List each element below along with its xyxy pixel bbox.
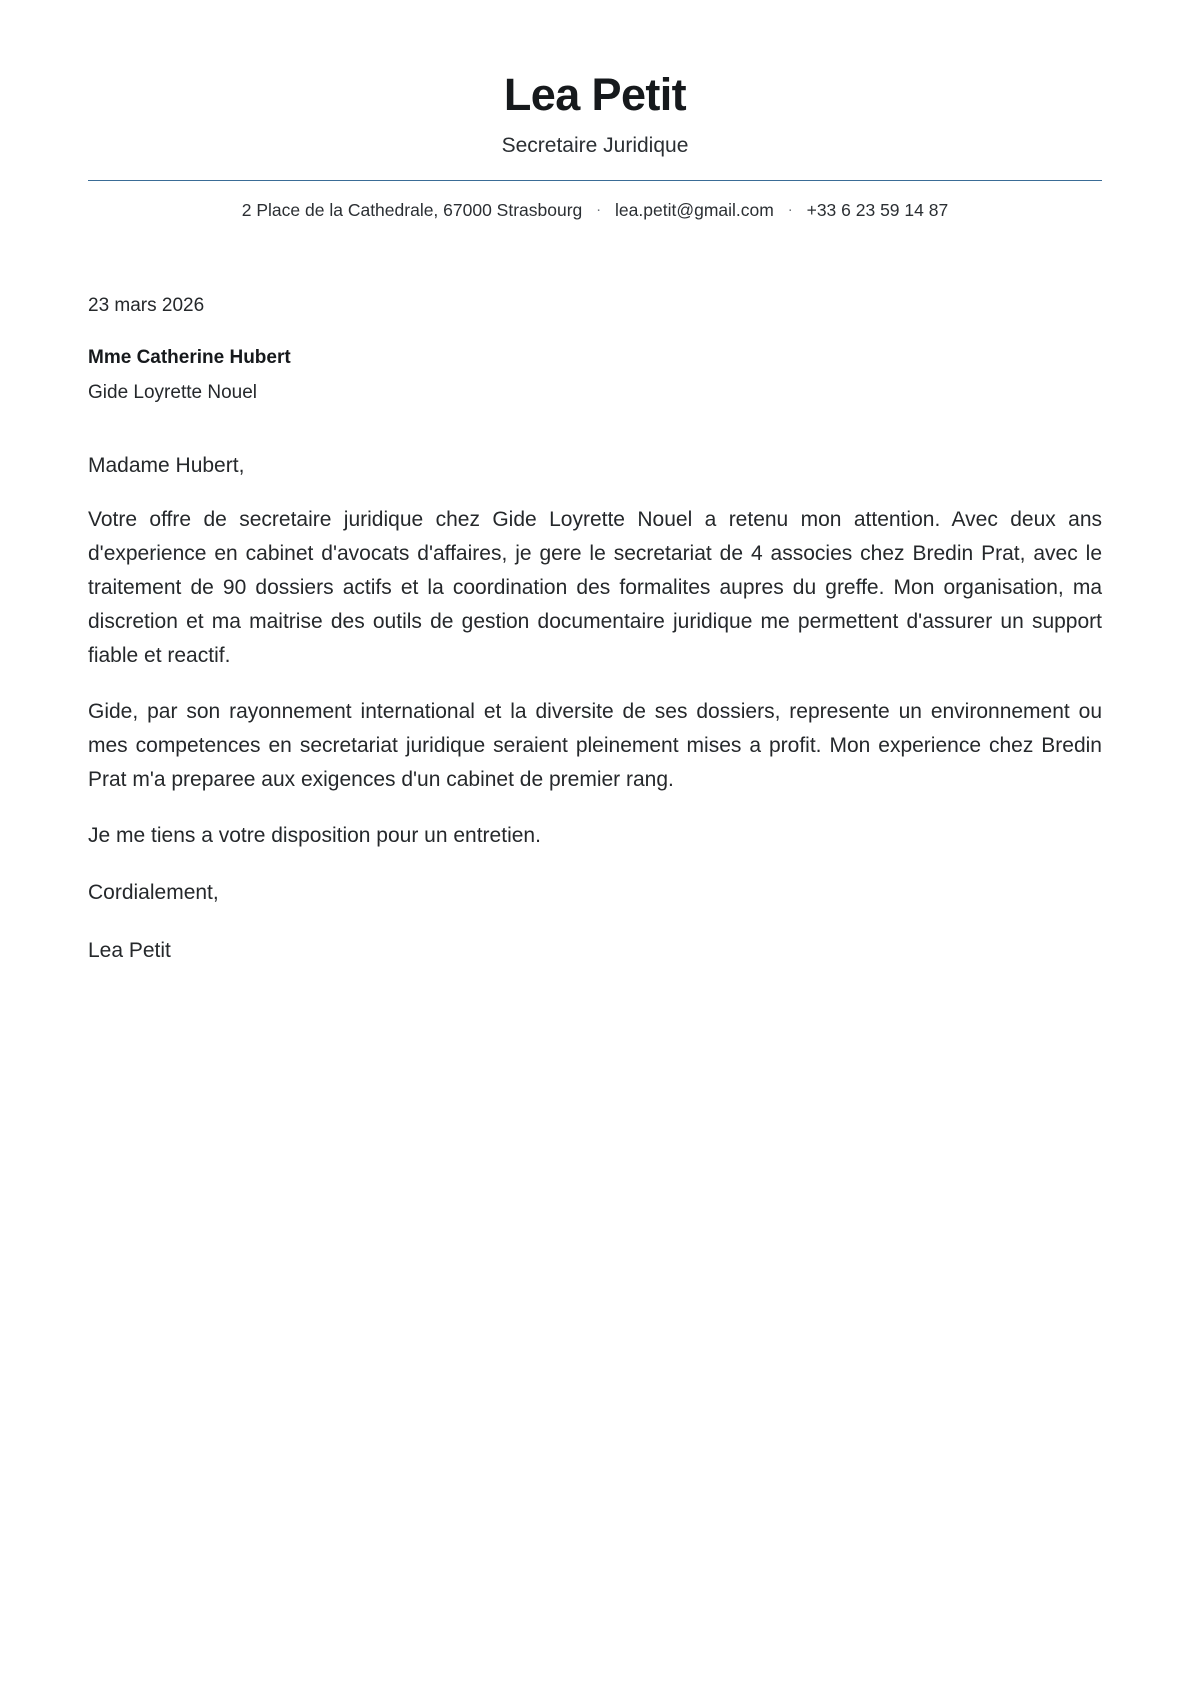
contact-separator-1: · bbox=[596, 201, 602, 219]
letter-meta bbox=[88, 293, 1102, 406]
letter-date: 23 mars 2026 bbox=[88, 294, 205, 316]
recipient-company: Gide Loyrette Nouel bbox=[88, 382, 257, 404]
body-paragraph-3: Je me tiens a votre disposition pour un entretien. bbox=[88, 824, 541, 848]
salutation: Madame Hubert, bbox=[88, 453, 245, 477]
contact-phone[interactable]: +33 6 23 59 14 87 bbox=[806, 200, 949, 221]
contact-info bbox=[88, 198, 1102, 223]
signature-name: Lea Petit bbox=[88, 938, 171, 962]
letter-body bbox=[88, 450, 1102, 967]
body-paragraph-2: Gide, par son rayonnement international et la diversite de ses dossiers, represente un environnement ou mes competences en secretariat juridique seraient pleinement mises a profit. Mon experience chez Bredin Prat m'a preparee aux exigences d'un cabinet de premier rang. bbox=[88, 700, 1102, 792]
body-paragraph-1: Votre offre de secretaire juridique chez Gide Loyrette Nouel a retenu mon attention. Avec deux ans d'experience en cabinet d'avocats d'affaires, je gere le secretariat de 4 associes chez Bredin Prat, avec le traitement de 90 dossiers actifs et la coordination des formalites aupres du greffe. Mon organisation, ma discretion et ma maitrise des outils de gestion documentaire juridique me permettent d'assurer un support fiable et reactif. bbox=[88, 508, 1102, 668]
closing-salutation: Cordialement, bbox=[88, 881, 219, 905]
contact-email[interactable]: lea.petit@gmail.com bbox=[615, 200, 774, 221]
letter-header bbox=[88, 0, 1102, 223]
recipient-name: Mme Catherine Hubert bbox=[88, 347, 291, 369]
header-divider bbox=[88, 180, 1102, 181]
candidate-job-title: Secretaire Juridique bbox=[501, 134, 689, 158]
candidate-name: Lea Petit bbox=[503, 69, 687, 120]
contact-separator-2: · bbox=[787, 201, 793, 219]
contact-address: 2 Place de la Cathedrale, 67000 Strasbourg bbox=[241, 200, 583, 221]
